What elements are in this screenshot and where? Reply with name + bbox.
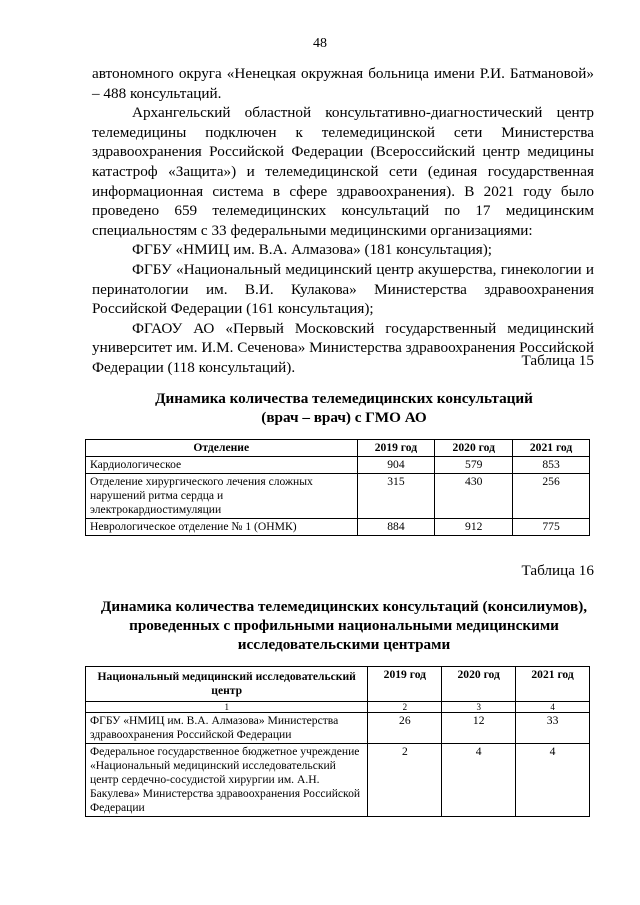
table-16-title-line: проведенных с профильными национальными медицинскими xyxy=(129,617,559,634)
value-cell: 2 xyxy=(368,744,442,817)
value-cell: 256 xyxy=(513,474,590,519)
paragraph: Архангельский областной консультативно-диагностический центр телемедицины подключен к телемедицинской сети Министерства здравоохранения Российской Федерации (Всероссийский центр медицины катастроф «Защита») и телемедицинской сети (единая государственная информационная система в сфере здравоохранения). В 2021 году было проведено 659 телемедицинских консультаций по 17 медицинским специальностям с 33 федеральными медицинскими организациями: xyxy=(92,104,594,239)
department-cell: Кардиологическое xyxy=(86,457,358,474)
value-cell: 4 xyxy=(516,744,590,817)
value-cell: 775 xyxy=(513,519,590,536)
value-cell: 33 xyxy=(516,713,590,744)
value-cell: 315 xyxy=(357,474,435,519)
table-row xyxy=(86,744,590,817)
table-15-title-line: (врач – врач) с ГМО АО xyxy=(261,409,427,426)
paragraph: ФГБУ «НМИЦ им. В.А. Алмазова» (181 консультация); xyxy=(132,241,492,259)
paragraph: ФГАОУ АО «Первый Московский государственный медицинский университет им. И.М. Сеченова» Министерства здравоохранения Российской Федерации (118 консультаций). xyxy=(92,319,594,376)
column-header: 2019 год xyxy=(368,667,442,702)
column-header: Национальный медицинский исследовательский центр xyxy=(86,667,368,702)
table-header-row xyxy=(86,440,590,457)
page-number: 48 xyxy=(313,36,327,51)
paragraph: автономного округа «Ненецкая окружная больница имени Р.И. Батмановой» – 488 консультаций. xyxy=(92,65,594,102)
body-text xyxy=(92,64,594,378)
column-header: 2021 год xyxy=(513,440,590,457)
column-index: 4 xyxy=(516,702,590,713)
column-index: 3 xyxy=(442,702,516,713)
value-cell: 430 xyxy=(435,474,513,519)
table-16-title-line: исследовательскими центрами xyxy=(237,636,451,653)
center-cell: Федеральное государственное бюджетное учреждение «Национальный медицинский исследовательский центр сердечно-сосудистой хирургии им. А.Н. Бакулева» Министерства здравоохранения Российской Федерации xyxy=(86,744,368,817)
value-cell: 579 xyxy=(435,457,513,474)
value-cell: 912 xyxy=(435,519,513,536)
column-header: 2020 год xyxy=(435,440,513,457)
value-cell: 853 xyxy=(513,457,590,474)
center-cell: ФГБУ «НМИЦ им. В.А. Алмазова» Министерства здравоохранения Российской Федерации xyxy=(86,713,368,744)
column-header: 2020 год xyxy=(442,667,516,702)
column-index: 1 xyxy=(86,702,368,713)
column-index: 2 xyxy=(368,702,442,713)
table-16-label: Таблица 16 xyxy=(521,562,594,579)
column-header: 2021 год xyxy=(516,667,590,702)
value-cell: 12 xyxy=(442,713,516,744)
department-cell: Отделение хирургического лечения сложных нарушений ритма сердца и электрокардиостимуляции xyxy=(86,474,358,519)
table-15-label: Таблица 15 xyxy=(521,352,594,369)
department-cell: Неврологическое отделение № 1 (ОНМК) xyxy=(86,519,358,536)
value-cell: 904 xyxy=(357,457,435,474)
table-16-title-line: Динамика количества телемедицинских консультаций (консилиумов), xyxy=(100,598,588,615)
table-row xyxy=(86,474,590,519)
table-row xyxy=(86,519,590,536)
value-cell: 26 xyxy=(368,713,442,744)
paragraph: ФГБУ «Национальный медицинский центр акушерства, гинекологии и перинатологии им. В.И. Кулакова» Министерства здравоохранения Российской Федерации (161 консультация); xyxy=(92,260,594,318)
table-16-title xyxy=(80,597,608,654)
table-15-title xyxy=(80,389,608,427)
table-16 xyxy=(85,666,590,817)
value-cell: 4 xyxy=(442,744,516,817)
column-index-row xyxy=(86,702,590,713)
column-header: 2019 год xyxy=(357,440,435,457)
table-header-row xyxy=(86,667,590,702)
value-cell: 884 xyxy=(357,519,435,536)
column-header: Отделение xyxy=(86,440,358,457)
table-row xyxy=(86,457,590,474)
table-row xyxy=(86,713,590,744)
table-15-title-line: Динамика количества телемедицинских консультаций xyxy=(155,390,533,407)
table-15 xyxy=(85,439,590,536)
